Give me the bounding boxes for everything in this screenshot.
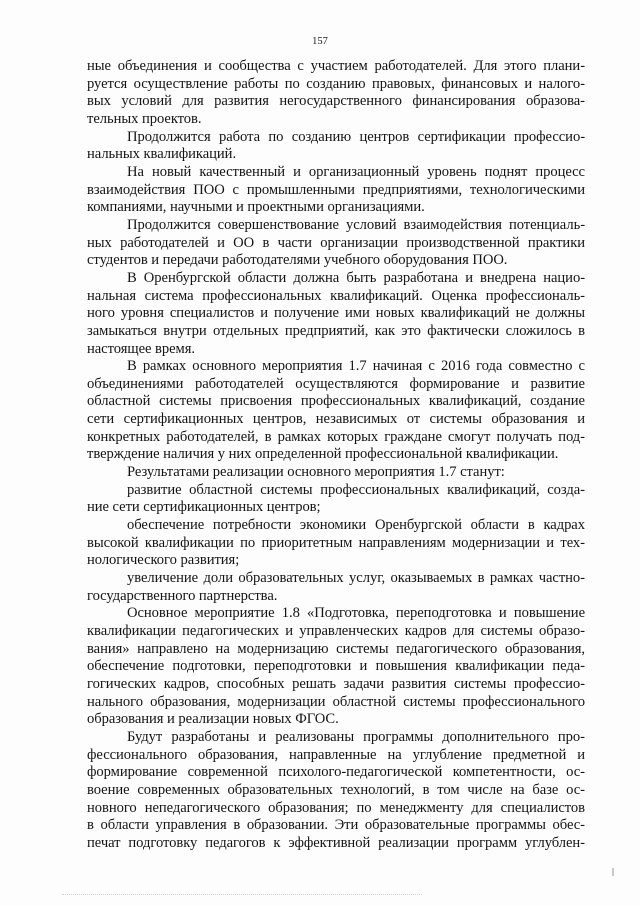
text-line: ного уровня специалистов и получение ими новых квалификаций не должны bbox=[87, 305, 585, 322]
text-line: сети сертификационных центров, независимых от системы образования и bbox=[87, 411, 585, 428]
text-line: вания» направлено на модернизацию системы педагогического образования, bbox=[87, 640, 585, 657]
text-line: обеспечение подготовки, переподготовки и повышения квалификации педа- bbox=[87, 658, 585, 675]
text-line: Будут разработаны и реализованы программы дополнительного про- bbox=[127, 728, 585, 745]
text-line: компаниями, научными и проектными организациями. bbox=[87, 199, 425, 216]
text-line: областной системы присвоения профессиональных квалификаций, создание bbox=[87, 393, 585, 410]
text-line: конкретных работодателей, в рамках которых граждане смогут получать под- bbox=[87, 428, 585, 445]
text-line: тверждение наличия у них определенной профессиональной квалификации. bbox=[87, 446, 559, 463]
text-line: фессионального образования, направленные на углубление предметной и bbox=[87, 746, 585, 763]
text-line: обеспечение потребности экономики Оренбургской области в кадрах bbox=[127, 517, 585, 534]
text-line: В рамках основного мероприятия 1.7 начиная с 2016 года совместно с bbox=[127, 358, 585, 375]
text-line: В Оренбургской области должна быть разработана и внедрена нацио- bbox=[127, 269, 585, 286]
text-line: ние сети сертификационных центров; bbox=[87, 499, 321, 516]
text-line: нального образования, модернизации областной системы профессионального bbox=[87, 693, 585, 710]
text-line: формирование современной психолого-педагогической компетентности, ос- bbox=[87, 764, 585, 781]
text-line: объединениями работодателей осуществляются формирование и развитие bbox=[87, 375, 585, 392]
text-line: квалификации педагогических и управленческих кадров для системы образо- bbox=[87, 623, 585, 639]
body-text bbox=[87, 58, 585, 853]
page-number: 157 bbox=[312, 36, 328, 47]
text-line: в области управления в образовании. Эти образовательные программы обес- bbox=[87, 817, 585, 834]
text-line: Продолжится совершенствование условий взаимодействия потенциаль- bbox=[127, 216, 585, 233]
scan-mark bbox=[612, 868, 614, 876]
text-line: замыкаться внутри отдельных предприятий, как это фактически сложилось в bbox=[87, 322, 585, 339]
text-line: вых условий для развития негосударственного финансирования образова- bbox=[87, 93, 585, 110]
text-line: настоящее время. bbox=[87, 340, 195, 357]
text-line: студентов и передачи работодателями учебного оборудования ПОО. bbox=[87, 252, 508, 269]
text-line: ных работодателей и ОО в части организации производственной практики bbox=[87, 234, 585, 251]
text-line: высокой квалификации по приоритетным направлениям модернизации и тех- bbox=[87, 534, 585, 551]
text-line: нологического развития; bbox=[87, 552, 240, 569]
text-line: развитие областной системы профессиональных квалификаций, созда- bbox=[127, 481, 585, 498]
text-line: Продолжится работа по созданию центров сертификации профессио- bbox=[127, 128, 585, 145]
text-line: гогических кадров, способных решать задачи развития системы профессио- bbox=[87, 675, 585, 692]
text-line: образования и реализации новых ФГОС. bbox=[87, 711, 339, 728]
text-line: печат подготовку педагогов к эффективной реализации программ углублен- bbox=[87, 834, 585, 851]
scan-artifact bbox=[62, 894, 422, 896]
text-line: нальных квалификаций. bbox=[87, 146, 237, 163]
text-line: руется осуществление работы по созданию правовых, финансовых и налого- bbox=[87, 75, 585, 92]
text-line: увеличение доли образовательных услуг, оказываемых в рамках частно- bbox=[127, 570, 585, 587]
text-line: новного непедагогического образования; по менеджменту для специалистов bbox=[87, 799, 585, 816]
text-line: На новый качественный и организационный уровень поднят процесс bbox=[127, 163, 585, 180]
text-line: нальная система профессиональных квалификаций. Оценка профессиональ- bbox=[87, 287, 585, 304]
text-line: государственного партнерства. bbox=[87, 587, 278, 604]
text-line: ные объединения и сообщества с участием работодателей. Для этого плани- bbox=[87, 58, 585, 74]
text-line: воение современных образовательных технологий, в том числе на базе ос- bbox=[87, 781, 585, 798]
text-line: Основное мероприятие 1.8 «Подготовка, переподготовка и повышение bbox=[127, 605, 585, 622]
text-line: тельных проектов. bbox=[87, 110, 202, 127]
text-line: Результатами реализации основного мероприятия 1.7 станут: bbox=[127, 464, 505, 481]
text-line: взаимодействия ПОО с промышленными предприятиями, технологическими bbox=[87, 181, 585, 198]
